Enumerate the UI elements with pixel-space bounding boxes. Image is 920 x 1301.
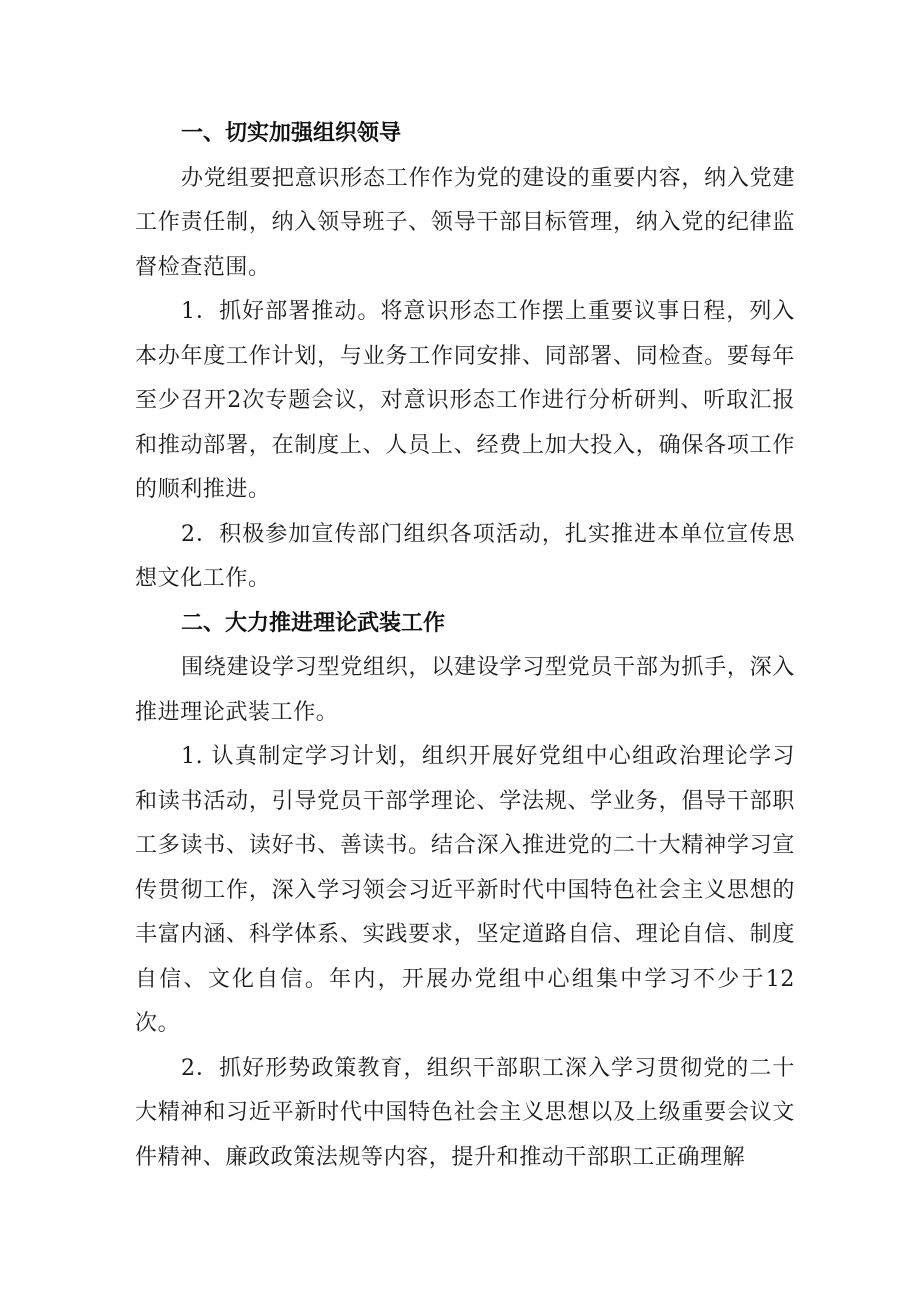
paragraph: 办党组要把意识形态工作作为党的建设的重要内容，纳入党建工作责任制，纳入领导班子、领导干部目标管理，纳入党的纪律监督检查范围。 [135,165,795,280]
section-heading-2: 二、大力推进理论武装工作 [181,610,446,636]
paragraph: 1．抓好部署推动。将意识形态工作摆上重要议事日程，列入本办年度工作计划，与业务工作同安排、同部署、同检查。要每年至少召开2次专题会议，对意识形态工作进行分析研判、听取汇报和推动部署，在制度上、人员上、经费上加大投入，确保各项工作的顺利推进。 [135,299,795,502]
paragraph: 围绕建设学习型党组织，以建设学习型党员干部为抓手，深入推进理论武装工作。 [135,655,795,725]
paragraph: 2．积极参加宣传部门组织各项活动，扎实推进本单位宣传思想文化工作。 [135,521,795,591]
paragraph: 2．抓好形势政策教育，组织干部职工深入学习贯彻党的二十大精神和习近平新时代中国特色社会主义思想以及上级重要会议文件精神、廉政政策法规等内容，提升和推动干部职工正确理解 [135,1055,795,1170]
paragraph: 1. 认真制定学习计划，组织开展好党组中心组政治理论学习和读书活动，引导党员干部学理论、学法规、学业务，倡导干部职工多读书、读好书、善读书。结合深入推进党的二十大精神学习宣传贯彻工作，深入学习领会习近平新时代中国特色社会主义思想的丰富内涵、科学体系、实践要求，坚定道路自信、理论自信、制度自信、文化自信。年内，开展办党组中心组集中学习不少于12次。 [135,744,795,1036]
section-heading-1: 一、切实加强组织领导 [181,121,402,146]
document-body [135,112,795,1180]
